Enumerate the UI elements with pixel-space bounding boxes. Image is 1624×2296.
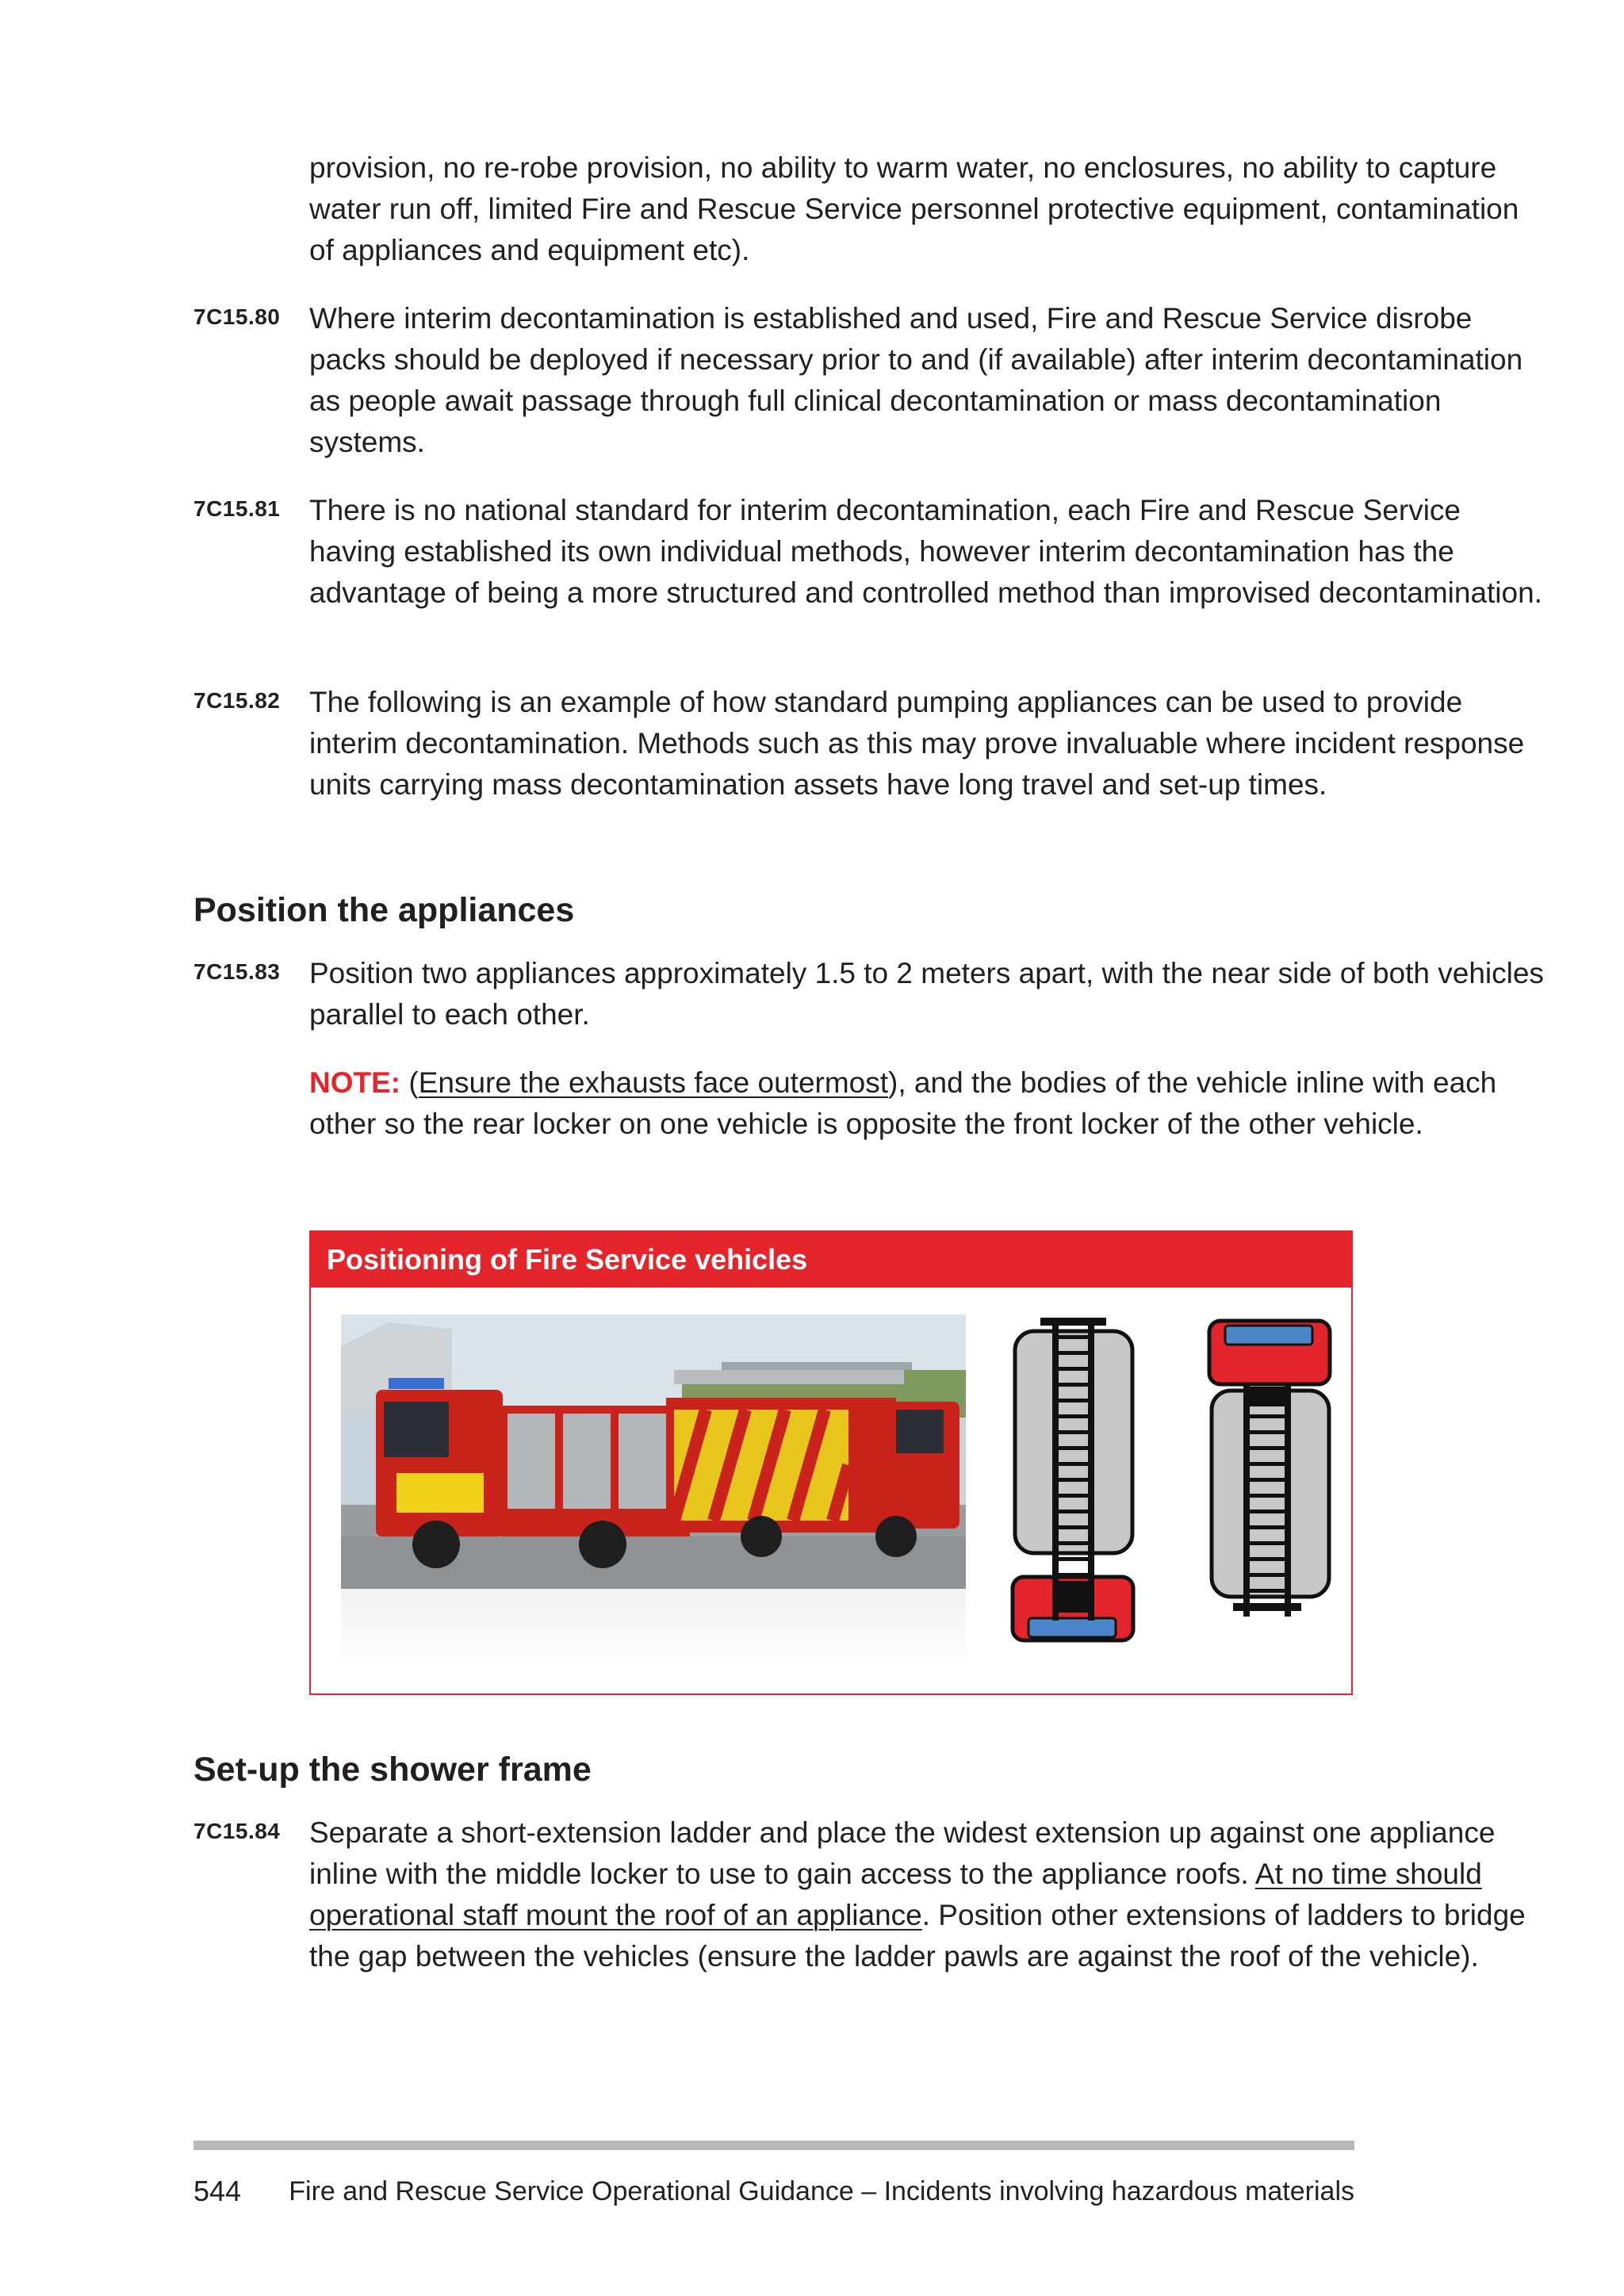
paragraph-text <box>309 1812 1546 1977</box>
paragraph-7c15-84 <box>193 1812 1526 1977</box>
fire-engines-photo <box>341 1314 966 1589</box>
figure-title: Positioning of Fire Service vehicles <box>311 1232 1351 1288</box>
paragraph-number: 7C15.84 <box>193 1819 281 1843</box>
intro-continuation-text: provision, no re-robe provision, no ability to warm water, no enclosures, no ability to capture water run off, limited Fire and Rescue Service personnel protective equipment, contamination of appliances and equipment etc). <box>309 151 1519 266</box>
paragraph-number: 7C15.81 <box>193 496 281 521</box>
section-heading-shower-frame: Set-up the shower frame <box>193 1751 592 1789</box>
section-heading-position-appliances: Position the appliances <box>193 891 575 929</box>
note-block <box>193 1062 1497 1145</box>
paragraph-number: 7C15.83 <box>193 959 281 984</box>
paragraph-7c15-81 <box>193 490 1542 614</box>
paragraph-7c15-83 <box>193 953 1544 1035</box>
text-after: . Position other extensions of ladders to bridge the gap between the vehicles (ensure the ladder pawls are against the roof of the vehicle). <box>309 1899 1526 1973</box>
text-underlined: At no time should operational staff mount the roof of an appliance <box>309 1858 1482 1931</box>
note-open: ( <box>400 1066 419 1099</box>
paragraph-7c15-80 <box>193 298 1523 463</box>
figure-box <box>309 1230 1353 1695</box>
footer-rule <box>193 2141 1354 2150</box>
truck-diagram-right <box>1205 1311 1340 1660</box>
paragraph-text: Where interim decontamination is established and used, Fire and Rescue Service disrobe packs should be deployed if necessary prior to and (if available) after interim decontamination as people await passage through full clinical decontamination or mass decontamination systems. <box>309 302 1523 458</box>
paragraph-text: Position two appliances approximately 1.5 to 2 meters apart, with the near side of both vehicles parallel to each other. <box>309 957 1544 1031</box>
intro-continuation <box>193 147 1519 271</box>
text-before: Separate a short-extension ladder and place the widest extension up against one appliance inline with the middle locker to use to gain access to the appliance roofs. <box>309 1816 1496 1890</box>
note-underlined: Ensure the exhausts face outermost <box>418 1066 889 1099</box>
paragraph-number: 7C15.82 <box>193 688 281 713</box>
page-number: 544 <box>193 2175 242 2207</box>
note-rest: ), and the bodies of the vehicle inline with each other so the rear locker on one vehicle is opposite the front locker of the other vehicle. <box>309 1066 1497 1140</box>
paragraph-7c15-82 <box>193 682 1525 806</box>
photo-reflection <box>341 1589 966 1668</box>
truck-diagram-left <box>1009 1311 1143 1660</box>
note-label: NOTE: <box>309 1066 401 1099</box>
paragraph-text: There is no national standard for interim decontamination, each Fire and Rescue Service having established its own individual methods, however interim decontamination has the advantage of being a more structured and controlled method than improvised decontamination. <box>309 494 1542 609</box>
note-text <box>309 1062 1546 1145</box>
paragraph-number: 7C15.80 <box>193 304 281 329</box>
footer-title: Fire and Rescue Service Operational Guidance – Incidents involving hazardous materials <box>289 2176 1354 2206</box>
paragraph-text: The following is an example of how standard pumping appliances can be used to provide interim decontamination. Methods such as this may prove invaluable where incident response units carrying mass decontamination assets have long travel and set-up times. <box>309 686 1525 801</box>
